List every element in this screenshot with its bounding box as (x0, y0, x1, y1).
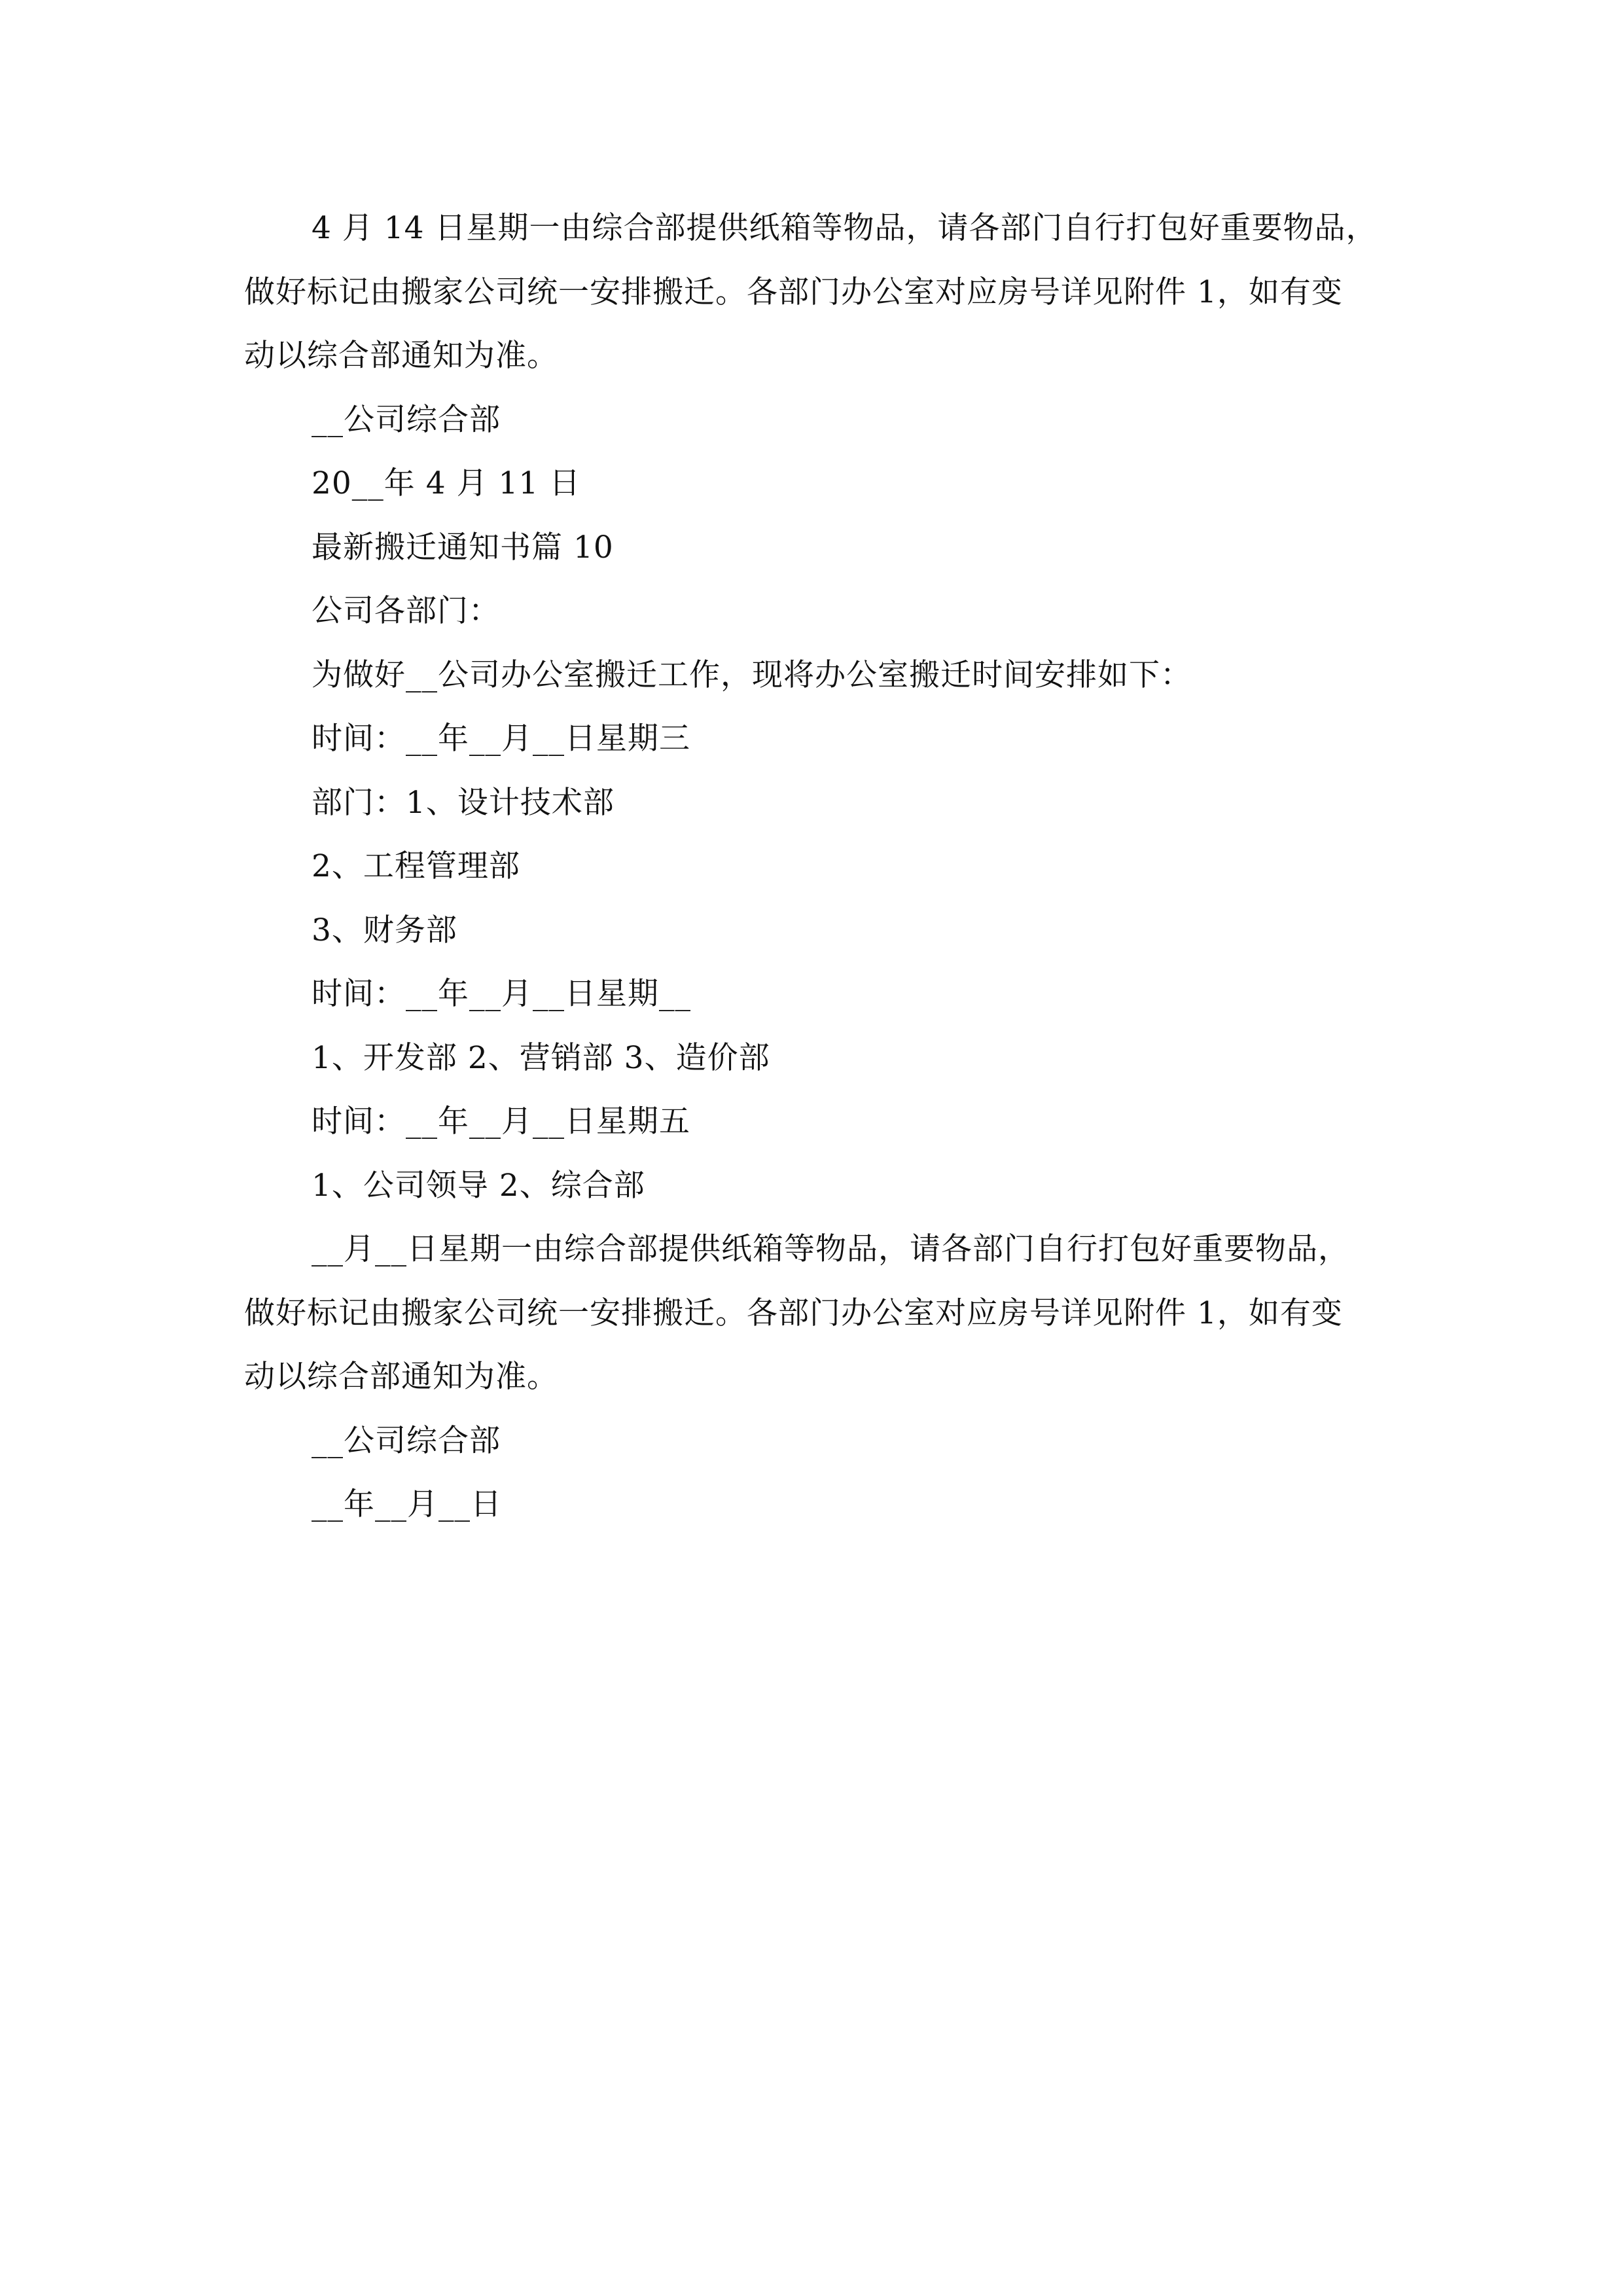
schedule-departments: 1、公司领导 2、综合部 (312, 1167, 645, 1204)
schedule-departments: 3、财务部 (312, 912, 457, 948)
section-title: 最新搬迁通知书篇 10 (312, 529, 614, 565)
schedule-departments: 2、工程管理部 (312, 848, 520, 884)
schedule-departments: 1、开发部 2、营销部 3、造价部 (312, 1039, 770, 1076)
signature-date: __年__月__日 (312, 1486, 502, 1522)
schedule-time: 时间：__年__月__日星期三 (312, 721, 690, 757)
paragraph-line: 动以综合部通知为准。 (244, 1359, 558, 1395)
paragraph-line: 做好标记由搬家公司统一安排搬迁。各部门办公室对应房号详见附件 1，如有变 (244, 274, 1343, 310)
paragraph-line: 为做好__公司办公室搬迁工作，现将办公室搬迁时间安排如下： (312, 656, 1192, 693)
paragraph-line: 动以综合部通知为准。 (244, 338, 558, 374)
document-body (244, 196, 1380, 1537)
signature-date: 20__年 4 月 11 日 (312, 465, 581, 501)
schedule-time: 时间：__年__月__日星期五 (312, 1103, 690, 1139)
paragraph-line: 做好标记由搬家公司统一安排搬迁。各部门办公室对应房号详见附件 1，如有变 (244, 1295, 1343, 1331)
schedule-time: 时间：__年__月__日星期__ (312, 976, 691, 1012)
signature-department: __公司综合部 (312, 401, 501, 438)
paragraph-line: __月__日星期一由综合部提供纸箱等物品，请各部门自行打包好重要物品， (312, 1231, 1349, 1267)
salutation: 公司各部门： (312, 593, 500, 629)
paragraph-line: 4 月 14 日星期一由综合部提供纸箱等物品，请各部门自行打包好重要物品， (312, 210, 1378, 246)
signature-department: __公司综合部 (312, 1422, 501, 1459)
schedule-departments: 部门：1、设计技术部 (312, 784, 615, 821)
